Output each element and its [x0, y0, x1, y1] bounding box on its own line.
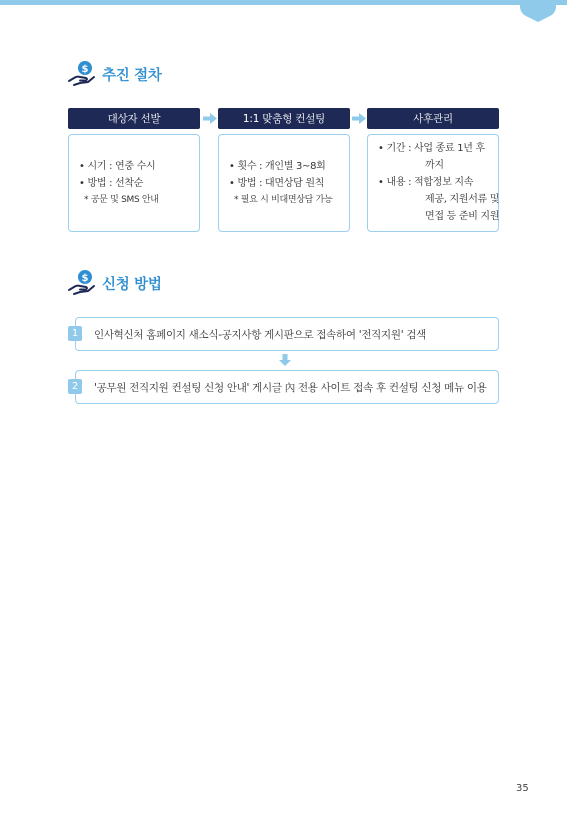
step-detail-line: • 방법 : 대면상담 원칙 — [229, 178, 325, 189]
step-detail-line: 제공, 지원서류 및 — [425, 194, 500, 205]
right-arrow-icon — [203, 113, 217, 124]
hand-coin-icon — [66, 59, 96, 89]
step-detail-line: • 기간 : 사업 종료 1년 후 — [378, 143, 485, 154]
application-step-text: '공무원 전직지원 컨설팅 신청 안내' 게시글 內 전용 사이트 접속 후 컨설팅 신청 메뉴 이용 — [94, 381, 487, 394]
right-arrow-icon — [352, 113, 366, 124]
svg-text:$: $ — [81, 64, 89, 75]
step-note: * 필요 시 비대면상담 가능 — [234, 195, 333, 205]
section-title: 추진 절차 — [102, 67, 162, 84]
step-detail-line: • 방법 : 선착순 — [79, 178, 144, 189]
step-header-selection: 대상자 선발 — [68, 108, 200, 129]
section-header-process — [66, 59, 162, 89]
step-number-badge: 2 — [68, 379, 82, 394]
section-header-application — [66, 268, 162, 298]
section-title: 신청 방법 — [102, 276, 162, 293]
step-header-consulting: 1:1 맞춤형 컨설팅 — [218, 108, 350, 129]
application-step-text: 인사혁신처 홈페이지 새소식-공지사항 게시판으로 접속하여 '전직지원' 검색 — [94, 328, 427, 341]
step-detail-line: 까지 — [425, 160, 444, 171]
application-step-row — [75, 370, 499, 404]
down-arrow-icon — [279, 354, 291, 366]
step-detail-line: 면접 등 준비 지원 — [425, 211, 500, 222]
step-box-consulting — [218, 134, 350, 232]
svg-text:$: $ — [81, 273, 89, 284]
page-number: 35 — [516, 783, 529, 794]
step-detail-line: • 횟수 : 개인별 3~8회 — [229, 161, 326, 172]
step-header-followup: 사후관리 — [367, 108, 499, 129]
step-box-followup — [367, 134, 499, 232]
application-step-row — [75, 317, 499, 351]
hand-coin-icon — [66, 268, 96, 298]
step-note: * 공문 및 SMS 안내 — [84, 195, 159, 205]
step-detail-line: • 시기 : 연중 수시 — [79, 161, 156, 172]
step-detail-line: • 내용 : 적합정보 지속 — [378, 177, 474, 188]
top-tab-decoration — [520, 0, 556, 22]
step-box-selection — [68, 134, 200, 232]
top-decoration-bar — [0, 0, 567, 5]
step-number-badge: 1 — [68, 326, 82, 341]
